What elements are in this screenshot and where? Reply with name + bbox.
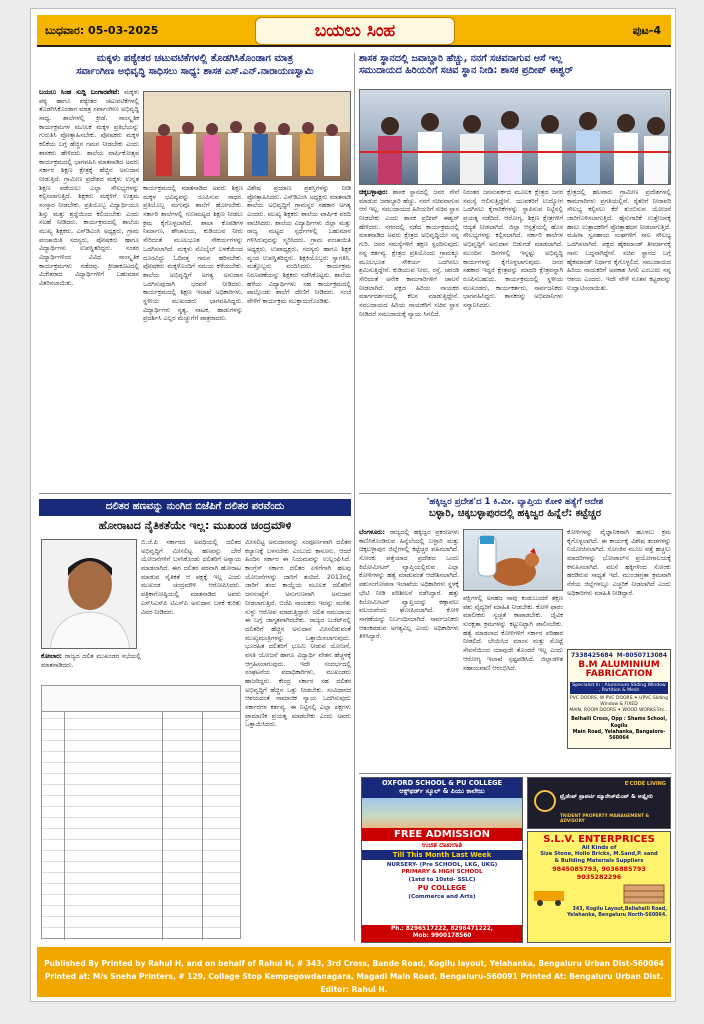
issue-date: ಬುಧವಾರ: 05-03-2025 xyxy=(45,24,159,37)
story2-column1: ಚಿಕ್ಕಬಳ್ಳಾಪುರ: ಶಾಸಕ ಸ್ಥಾನದಲ್ಲಿ ಜನರ ಸೇವೆ ಮಾಡುವ ಜವಾಬ್ದಾರಿ ಹೆಚ್ಚು. ನನಗೆ ಸಚಿವನಾಗುವ ಆಸೆ ಇಲ್ಲ. ಸಮುದಾಯದ ಹಿರಿಯರಿಗೆ ಸಚಿವ ಸ್ಥಾನ ನೀಡಬೇಕು ಎಂದು ಶಾಸಕ ಪ್ರದೀಪ್ ಈಶ್ವರ್ ಹೇಳಿದರು. ನಗರದಲ್ಲಿ ನಡೆದ ಕಾರ್ಯಕ್ರಮದಲ್ಲಿ ಮಾತನಾಡಿದ ಅವರು ಕ್ಷೇತ್ರದ ಅಭಿವೃದ್ಧಿಯೇ ನನ್ನ ಗುರಿ. ಜನರ ಸಮಸ್ಯೆಗಳಿಗೆ ತಕ್ಷಣ ಸ್ಪಂದಿಸುವುದು ನನ್ನ ಕರ್ತವ್ಯ. ಕ್ಷೇತ್ರದ ಪ್ರತಿಯೊಂದು ಗ್ರಾಮಕ್ಕೂ ಮೂಲಭೂತ ಸೌಕರ್ಯ ಒದಗಿಸಲು ಶ್ರಮಿಸುತ್ತಿದ್ದೇನೆ. ಕುಡಿಯುವ ನೀರು, ರಸ್ತೆ, ಚರಂಡಿ ಸೇರಿದಂತೆ ಅನೇಕ ಕಾಮಗಾರಿಗಳಿಗೆ ಚಾಲನೆ ನೀಡಲಾಗಿದೆ. ಪಕ್ಷದ ಹಿರಿಯ ನಾಯಕರ ಮಾರ್ಗದರ್ಶನದಲ್ಲಿ ಕೆಲಸ ಮಾಡುತ್ತಿದ್ದೇನೆ. ಸಮುದಾಯದ ಹಿರಿಯ ನಾಯಕರಿಗೆ ಸಚಿವ ಸ್ಥಾನ ನೀಡಿದರೆ ಸಮುದಾಯಕ್ಕೆ ನ್ಯಾಯ ಸಿಗಲಿದೆ. xyxy=(359,189,459,318)
slv-items-line1: Size Stone, Hollo Bricks, M.Sand,P. sand xyxy=(540,851,658,857)
ad-title-line2: FABRICATION xyxy=(585,669,653,680)
ad-phone-right: M-8050713084 xyxy=(616,652,667,659)
oxford-title-en: OXFORD SCHOOL & PU COLLEGE xyxy=(381,779,503,787)
oxford-title-kn: ಆಕ್ಸ್‌ಫರ್ಡ್ ಸ್ಕೂಲ್ & ಪಿಯು ಕಾಲೇಜು xyxy=(399,786,485,795)
story1-column2: ಕಾರ್ಯಕ್ರಮದಲ್ಲಿ ಮಾತನಾಡಿದ ಅವರು ಶಿಕ್ಷಣ ಮಕ್ಕಳ ಭವಿಷ್ಯವನ್ನು ರೂಪಿಸುವ ಸಾಧನ. ಪ್ರತಿಯೊಬ್ಬ ಮಗುವೂ ಶಾಲೆಗೆ ಹೋಗಬೇಕು. ಸರ್ಕಾರಿ ಶಾಲೆಗಳಲ್ಲಿ ಗುಣಮಟ್ಟದ ಶಿಕ್ಷಣ ನೀಡಲು ಕ್ರಮ ಕೈಗೊಳ್ಳಲಾಗಿದೆ. ಶಾಲಾ ಕೊಠಡಿಗಳ ನಿರ್ಮಾಣ, ಶೌಚಾಲಯ, ಕುಡಿಯುವ ನೀರು ಸೇರಿದಂತೆ ಮೂಲಭೂತ ಸೌಕರ್ಯಗಳನ್ನು ಒದಗಿಸಲಾಗಿದೆ. ಮಕ್ಕಳು ಮೊಬೈಲ್ ಬಳಕೆಯಿಂದ ದೂರವಿದ್ದು ಓದಿನತ್ತ ಗಮನ ಹರಿಸಬೇಕು. ಪೋಷಕರು ಮಕ್ಕಳೊಂದಿಗೆ ಸಮಯ ಕಳೆಯಬೇಕು. ಶಾಲೆಯ ಅಭಿವೃದ್ಧಿಗೆ ಅಗತ್ಯ ಅನುದಾನ ಒದಗಿಸುವುದಾಗಿ ಭರವಸೆ ನೀಡಿದರು. ಕಾರ್ಯಕ್ರಮದಲ್ಲಿ ಶಿಕ್ಷಣ ಇಲಾಖೆ ಅಧಿಕಾರಿಗಳು, ಸ್ಥಳೀಯ ಮುಖಂಡರು ಭಾಗವಹಿಸಿದ್ದರು. ವಿದ್ಯಾರ್ಥಿಗಳು ನೃತ್ಯ, ನಾಟಕ, ಹಾಡುಗಳನ್ನು ಪ್ರದರ್ಶಿಸಿ ಎಲ್ಲರ ಮೆಚ್ಚುಗೆಗೆ ಪಾತ್ರರಾದರು. xyxy=(143,185,243,323)
oxford-pu-sub: (Commerce and Arts) xyxy=(408,893,476,900)
ad-title-line1: B.M ALUMINIUM xyxy=(578,660,660,670)
trident-logo-icon xyxy=(534,790,556,812)
ribbon-cutting-image xyxy=(360,90,671,185)
slv-items-line2: & Building Materials Suppliers xyxy=(554,857,644,864)
story4-headline-line1: ದಲಿತರ ಹಣವನ್ನು ನುಂಗಿದ ಬಿಜೆಪಿಗೆ ದಲಿತರ ಪರವೆಂದು xyxy=(39,499,351,516)
oxford-phones: Ph.: 8296517222, 8296471222, xyxy=(390,925,493,932)
story3-dateline: ಬೆಂಗಳೂರು: xyxy=(359,529,386,536)
oxford-mobile: Mob: 9900178560 xyxy=(412,933,472,940)
story4-headline xyxy=(39,499,351,532)
trident-name: ಟ್ರೈಡೆಂಟ್ ಪ್ರಾಪರ್ಟಿ ಮ್ಯಾನೇಜ್‌ಮೆಂಟ್ & ಅಡ್ವೈಸರಿ xyxy=(560,794,653,800)
oxford-free-admission: FREE ADMISSION xyxy=(362,828,522,841)
ad-slv-enterprises xyxy=(527,831,671,943)
story4-headline-line2: ಹೋರಾಟದ ನೈತಿಕತೆಯೇ ಇಲ್ಲ: ಮುಖಂಡ ಚಂದ್ರಮೌಳಿ xyxy=(98,518,292,532)
story2-column3: ಕ್ಷೇತ್ರದಲ್ಲಿ ಹಲವಾರು ಗ್ರಾಮೀಣ ಪ್ರದೇಶಗಳಲ್ಲಿ ಕಾಮಗಾರಿಗಳು ಪ್ರಗತಿಯಲ್ಲಿವೆ. ರೈತರಿಗೆ ನೀರಾವರಿ ಸೌಲಭ್ಯ ಕಲ್ಪಿಸಲು ಕೆರೆ ತುಂಬಿಸುವ ಯೋಜನೆ ಜಾರಿಗೊಳಿಸಲಾಗುತ್ತಿದೆ. ಹೈನುಗಾರಿಕೆ ಉತ್ತೇಜನಕ್ಕೆ ಹಾಲು ಉತ್ಪಾದಕರಿಗೆ ಪ್ರೋತ್ಸಾಹಧನ ನೀಡಲಾಗುತ್ತಿದೆ. ಮಹಿಳಾ ಸ್ವಸಹಾಯ ಸಂಘಗಳಿಗೆ ಸಾಲ ಸೌಲಭ್ಯ ಒದಗಿಸಲಾಗಿದೆ. ಪಕ್ಷದ ಹೈಕಮಾಂಡ್ ತೀರ್ಮಾನಕ್ಕೆ ನಾನು ಬದ್ಧನಾಗಿದ್ದೇನೆ. ಸಚಿವ ಸ್ಥಾನದ ಬಗ್ಗೆ ಹೈಕಮಾಂಡ್ ನಿರ್ಧಾರ ಕೈಗೊಳ್ಳಲಿದೆ. ಸಮುದಾಯದ ಹಿರಿಯ ನಾಯಕರಿಗೆ ಅವಕಾಶ ಸಿಗಲಿ ಎಂಬುದು ನನ್ನ ಆಶಯ ಎಂದರು. ಇದೇ ವೇಳೆ ನೂತನ ಕಟ್ಟಡವನ್ನು ಉದ್ಘಾಟಿಸಲಾಯಿತು. xyxy=(567,189,671,292)
story3-headline-line2: ಬಳ್ಳಾರಿ, ಚಿಕ್ಕಬಳ್ಳಾಪುರದಲ್ಲಿ ಹಕ್ಕಿಜ್ವರ ಹಿನ್ನೆಲೆ: ಕಟ್ಟೆಚ್ಚರ xyxy=(428,507,602,519)
oxford-till: Till This Month Last Week xyxy=(362,850,522,860)
story2-photo xyxy=(359,89,671,185)
slv-all-kinds: All Kinds of xyxy=(581,845,617,851)
story3-column2: ಪಕ್ಷಿಗಳಲ್ಲಿ ಅಸಹಜ ಸಾವು ಕಂಡುಬಂದರೆ ತಕ್ಷಣ ಪಶು ವೈದ್ಯರಿಗೆ ಮಾಹಿತಿ ನೀಡಬೇಕು. ಕೋಳಿ ಫಾರಂ ಮಾಲೀಕರು ಸ್ವಚ್ಛತೆ ಕಾಪಾಡಬೇಕು. ಜೈವಿಕ ಸುರಕ್ಷತಾ ಕ್ರಮಗಳನ್ನು ಕಟ್ಟುನಿಟ್ಟಾಗಿ ಪಾಲಿಸಬೇಕು. ಹತ್ಯೆ ಮಾಡಲಾದ ಕೋಳಿಗಳಿಗೆ ಸರ್ಕಾರ ಪರಿಹಾರ ನೀಡಲಿದೆ. ಬೇಯಿಸಿದ ಮಾಂಸ ಮತ್ತು ಮೊಟ್ಟೆ ಸೇವನೆಯಿಂದ ಯಾವುದೇ ತೊಂದರೆ ಇಲ್ಲ ಎಂದು ಆರೋಗ್ಯ ಇಲಾಖೆ ಸ್ಪಷ್ಟಪಡಿಸಿದೆ. ಜಿಲ್ಲಾಡಳಿತ ಸಹಾಯವಾಣಿ ಆರಂಭಿಸಿದೆ. xyxy=(463,595,563,672)
story1-dateline: ಬಯಲು ಸಿಂಹ ಸುದ್ದಿ ಬಂಗಾರಪೇಟೆ: xyxy=(39,89,120,96)
story2-headline-line1: ಶಾಸಕ ಸ್ಥಾನದಲ್ಲಿ ಜವಾಬ್ದಾರಿ ಹೆಚ್ಚು, ನನಗೆ ಸಚಿವನಾಗುವ ಆಸೆ ಇಲ್ಲ xyxy=(359,53,563,64)
footer-line1: Published By Printed by Rahul H, and on behalf of Rahul H, # 343, 3rd Cross, Bande Road, Kogilu layout, Yelahanka, Bengaluru Urban Dist-560064 xyxy=(44,959,664,968)
trident-tag: E'CODE LIVING xyxy=(624,781,666,787)
page-number: ಪುಟ-4 xyxy=(632,24,661,37)
newspaper-title: ಬಯಲು ಸಿಂಹ xyxy=(255,17,455,45)
slv-title: S.L.V. ENTERPRICES xyxy=(543,834,655,845)
story2-headline xyxy=(359,53,671,77)
notice-table-image xyxy=(41,685,241,939)
ad-oxford-school xyxy=(361,777,523,943)
story-separator xyxy=(39,493,351,494)
story3-column3: ಕೋಳಿಗಳನ್ನು ವೈಜ್ಞಾನಿಕವಾಗಿ ಹೂಳಲು ಕ್ರಮ ಕೈಗೊಳ್ಳಲಾಗಿದೆ. ಈ ಕಾರ್ಯಕ್ಕೆ ವಿಶೇಷ ತಂಡಗಳನ್ನು ನಿಯೋಜಿಸಲಾಗಿದೆ. ಸೋಂಕಿನ ಮೂಲ ಪತ್ತೆ ಹಚ್ಚಲು ಮಾದರಿಗಳನ್ನು ಭೋಪಾಲ್‌ನ ಪ್ರಯೋಗಾಲಯಕ್ಕೆ ಕಳುಹಿಸಲಾಗಿದೆ. ವಲಸೆ ಹಕ್ಕಿಗಳಿಂದ ಸೋಂಕು ಹರಡಿರುವ ಸಾಧ್ಯತೆ ಇದೆ. ಮುಂಜಾಗ್ರತಾ ಕ್ರಮವಾಗಿ ನೆರೆಯ ಜಿಲ್ಲೆಗಳಲ್ಲೂ ಎಚ್ಚರಿಕೆ ನೀಡಲಾಗಿದೆ ಎಂದು ಅಧಿಕಾರಿಗಳು ಮಾಹಿತಿ ನೀಡಿದ್ದಾರೆ. xyxy=(567,529,671,597)
story3-headline-line1: 'ಹಕ್ಕಿಜ್ವರ ಪ್ರದೇಶ'ದ 1 ಕಿ.ಮೀ. ವ್ಯಾಪ್ತಿಯ ಕೋಳಿ ಹತ್ಯೆಗೆ ಆದೇಶ xyxy=(426,497,604,507)
masthead xyxy=(37,15,671,47)
oxford-nursery: NURSERY- (Pre SCHOOL, LKG, UKG) xyxy=(386,861,498,868)
oxford-pu: PU COLLEGE xyxy=(417,884,467,893)
slv-phones: 9845085793, 9036885793 xyxy=(552,865,646,873)
portrait-image xyxy=(42,540,137,649)
story1-photo xyxy=(143,91,351,181)
story1-headline-line2: ಸರ್ವಾಂಗೀಣ ಅಭಿವೃದ್ಧಿ ಸಾಧಿಸಲು ಸಾಧ್ಯ: ಶಾಸಕ ಎಸ್.ಎನ್.ನಾರಾಯಣಸ್ವಾಮಿ xyxy=(76,65,314,77)
story-separator xyxy=(359,493,671,494)
footer-line2: Printed at: M/s Sneha Printers, # 129, Collage Stop Kempegowdanagara, Magadi Main Road, Bengaluru-560091 Printed At: Bengaluru Urban Dist. Editor: Rahul H. xyxy=(44,972,664,994)
story1-headline xyxy=(39,53,351,77)
story4-column2: ಮೀಸಲಿಟ್ಟ ಅನುದಾನವನ್ನು ಸಂಪೂರ್ಣವಾಗಿ ದಲಿತರ ಕಲ್ಯಾಣಕ್ಕೆ ಬಳಸಬೇಕು ಎಂಬುದು ಕಾನೂನು. ಆದರೆ ಹಿಂದಿನ ಸರ್ಕಾರ ಈ ನಿಯಮವನ್ನು ಉಲ್ಲಂಘಿಸಿದೆ. ಕಾಂಗ್ರೆಸ್ ಸರ್ಕಾರ ದಲಿತರ ಏಳಿಗೆಗಾಗಿ ಹಲವು ಯೋಜನೆಗಳನ್ನು ಜಾರಿಗೆ ತಂದಿದೆ. 2013ರಲ್ಲಿ ಜಾರಿಗೆ ತಂದ ಕಾಯ್ದೆಯ ಮೂಲಕ ದಲಿತರಿಗೆ ಜನಸಂಖ್ಯೆಗೆ ಅನುಗುಣವಾಗಿ ಅನುದಾನ ನೀಡಲಾಗುತ್ತಿದೆ. ಬಿಜೆಪಿ ನಾಯಕರು ಇದನ್ನು ಮರೆತು ಸುಳ್ಳು ಆರೋಪ ಮಾಡುತ್ತಿದ್ದಾರೆ. ದಲಿತ ಸಮುದಾಯ ಈ ಬಗ್ಗೆ ಜಾಗೃತವಾಗಿರಬೇಕು. ರಾಜ್ಯದ ಬಜೆಟ್‌ನಲ್ಲಿ ದಲಿತರಿಗೆ ಹೆಚ್ಚಿನ ಅನುದಾನ ಮೀಸಲಿಡುವಂತೆ ಮುಖ್ಯಮಂತ್ರಿಗಳನ್ನು ಒತ್ತಾಯಿಸಲಾಗುವುದು. ಭೂರಹಿತ ದಲಿತರಿಗೆ ಭೂಮಿ ನೀಡುವ ಯೋಜನೆ, ವಸತಿ ಯೋಜನೆ ಹಾಗೂ ವಿದ್ಯಾರ್ಥಿ ವೇತನ ಹೆಚ್ಚಳಕ್ಕೆ ಆಗ್ರಹಿಸಲಾಗುವುದು. ಇದೇ ಸಂದರ್ಭದಲ್ಲಿ ಸಂಘಟನೆಯ ಪದಾಧಿಕಾರಿಗಳು, ಮುಖಂಡರು ಹಾಜರಿದ್ದರು. ಕೇಂದ್ರ ಸರ್ಕಾರ ಸಹ ದಲಿತರ ಅಭಿವೃದ್ಧಿಗೆ ಹೆಚ್ಚಿನ ಒತ್ತು ನೀಡಬೇಕು. ಸಂವಿಧಾನದ ಆಶಯದಂತೆ ಸಾಮಾಜಿಕ ನ್ಯಾಯ ಒದಗಿಸುವುದು ಸರ್ಕಾರಗಳ ಕರ್ತವ್ಯ. ಈ ನಿಟ್ಟಿನಲ್ಲಿ ಎಲ್ಲಾ ಪಕ್ಷಗಳು ಪ್ರಾಮಾಣಿಕ ಪ್ರಯತ್ನ ಮಾಡಬೇಕು ಎಂದು ಅವರು ಒತ್ತಾಯಿಸಿದರು. xyxy=(245,539,351,729)
story4-column1: ಬಿ.ಜೆ.ಪಿ ಸರ್ಕಾರದ ಅವಧಿಯಲ್ಲಿ ದಲಿತರ ಅಭಿವೃದ್ಧಿಗೆ ಮೀಸಲಿಟ್ಟ ಹಣವನ್ನು ಬೇರೆ ಯೋಜನೆಗಳಿಗೆ ಬಳಸಿಕೊಂಡು ದಲಿತರಿಗೆ ಅನ್ಯಾಯ ಮಾಡಲಾಗಿದೆ. ಈಗ ದಲಿತರ ಪರವಾಗಿ ಹೋರಾಟ ಮಾಡುವ ನೈತಿಕತೆ ಆ ಪಕ್ಷಕ್ಕೆ ಇಲ್ಲ ಎಂದು ಮುಖಂಡ ಚಂದ್ರಮೌಳಿ ಆರೋಪಿಸಿದರು. ಪತ್ರಿಕಾಗೋಷ್ಠಿಯಲ್ಲಿ ಮಾತನಾಡಿದ ಅವರು ಎಸ್‌ಸಿಎಸ್‌ಪಿ ಟಿಎಸ್‌ಪಿ ಅನುದಾನ ಬಳಕೆ ಕುರಿತು ವಿವರ ನೀಡಿದರು. xyxy=(141,539,241,616)
chandramouli-portrait xyxy=(41,539,137,649)
construction-vehicles-icon xyxy=(528,881,671,907)
story3-headline xyxy=(359,497,671,520)
oxford-free-admission-kn: ಉಚಿತ ದಾಖಲಾತಿ xyxy=(421,840,463,849)
oxford-primary: PRIMARY & HIGH SCHOOL xyxy=(401,869,483,876)
ad-trident xyxy=(527,777,671,829)
story2-dateline: ಚಿಕ್ಕಬಳ್ಳಾಪುರ: xyxy=(359,189,388,196)
oxford-building-image xyxy=(362,798,522,828)
ad-address-line1: Belhalli Cross, Opp : Shams School, Kogilu xyxy=(571,717,667,729)
story3-column1: ಬೆಂಗಳೂರು: ರಾಜ್ಯದಲ್ಲಿ ಹಕ್ಕಿಜ್ವರ ಪ್ರಕರಣಗಳು ಕಾಣಿಸಿಕೊಂಡಿರುವ ಹಿನ್ನೆಲೆಯಲ್ಲಿ ಬಳ್ಳಾರಿ ಮತ್ತು ಚಿಕ್ಕಬಳ್ಳಾಪುರ ಜಿಲ್ಲೆಗಳಲ್ಲಿ ಕಟ್ಟೆಚ್ಚರ ವಹಿಸಲಾಗಿದೆ. ಸೋಂಕು ಪತ್ತೆಯಾದ ಪ್ರದೇಶದ ಒಂದು ಕಿಲೋಮೀಟರ್ ವ್ಯಾಪ್ತಿಯಲ್ಲಿರುವ ಎಲ್ಲಾ ಕೋಳಿಗಳನ್ನು ಹತ್ಯೆ ಮಾಡುವಂತೆ ಆದೇಶಿಸಲಾಗಿದೆ. ಪಶುಸಂಗೋಪನಾ ಇಲಾಖೆಯ ಅಧಿಕಾರಿಗಳು ಸ್ಥಳಕ್ಕೆ ಭೇಟಿ ನೀಡಿ ಪರಿಶೀಲನೆ ನಡೆಸಿದ್ದಾರೆ. ಹತ್ತು ಕಿಲೋಮೀಟರ್ ವ್ಯಾಪ್ತಿಯನ್ನು ಕಣ್ಗಾವಲು ವಲಯವೆಂದು ಘೋಷಿಸಲಾಗಿದೆ. ಕೋಳಿ ಸಾಗಣೆಯನ್ನು ನಿರ್ಬಂಧಿಸಲಾಗಿದೆ. ಸಾರ್ವಜನಿಕರು ಆತಂಕಪಡುವ ಅಗತ್ಯವಿಲ್ಲ ಎಂದು ಅಧಿಕಾರಿಗಳು ತಿಳಿಸಿದ್ದಾರೆ. xyxy=(359,529,459,641)
story4-dateline: ಕೋಲಾರ: xyxy=(41,653,63,660)
story1-headline-line1: ಮಕ್ಕಳು ಪಠ್ಯೇತರ ಚಟುವಟಿಕೆಗಳಲ್ಲಿ ತೊಡಗಿಸಿಕೊಂಡಾಗ ಮಾತ್ರ xyxy=(96,53,294,64)
story3-photo xyxy=(463,529,563,591)
ad-bm-aluminium xyxy=(567,649,671,749)
trident-name-en: TRIDENT PROPERTY MANAGEMENT & ADVISORY xyxy=(560,814,650,824)
group-photo-image xyxy=(144,92,351,181)
story4-caption: ಕೋಲಾರ: ರಾಜ್ಯದ ದಲಿತ ಮುಖಂಡರ ಸಭೆಯಲ್ಲಿ ಮಾತನಾಡಿದರು. xyxy=(41,653,141,669)
story2-headline-line2: ಸಮುದಾಯದ ಹಿರಿಯರಿಗೆ ಸಚಿವ ಸ್ಥಾನ ನೀಡಿ: ಶಾಸಕ ಪ್ರದೀಪ್ ಈಶ್ವರ್ xyxy=(359,64,573,76)
ad-phone-left: 7338425684 xyxy=(571,652,613,659)
slv-address-line2: Yelahanka, Bengaluru North-560064. xyxy=(567,912,667,918)
oxford-primary-sub: (1std to 10std- SSLC) xyxy=(408,876,476,883)
column-divider xyxy=(354,53,355,941)
chicken-inspection-image xyxy=(464,530,563,591)
story1-column3: ವಿಶೇಷ ಪ್ರಯಾಣ ಪ್ರಶಸ್ತಿಗಳನ್ನು ನೀಡಿ ಪ್ರೋತ್ಸಾಹಿಸಿದರು. ಎಸ್‌ಡಿಎಂಸಿ ಅಧ್ಯಕ್ಷರು ಮಾತನಾಡಿ ಶಾಲೆಯ ಅಭಿವೃದ್ಧಿಗೆ ಗ್ರಾಮಸ್ಥರ ಸಹಕಾರ ಅಗತ್ಯ ಎಂದರು. ಮುಖ್ಯ ಶಿಕ್ಷಕರು ಶಾಲೆಯ ವಾರ್ಷಿಕ ವರದಿ ವಾಚಿಸಿದರು. ಶಾಲೆಯ ವಿದ್ಯಾರ್ಥಿಗಳು ಜಿಲ್ಲಾ ಮತ್ತು ರಾಜ್ಯ ಮಟ್ಟದ ಸ್ಪರ್ಧೆಗಳಲ್ಲಿ ಬಹುಮಾನ ಗಳಿಸಿರುವುದನ್ನು ಸ್ಮರಿಸಿದರು. ಗ್ರಾಮ ಪಂಚಾಯಿತಿ ಅಧ್ಯಕ್ಷರು, ಉಪಾಧ್ಯಕ್ಷರು, ಸದಸ್ಯರು ಹಾಗೂ ಶಿಕ್ಷಕ ವೃಂದ ಉಪಸ್ಥಿತರಿದ್ದರು. ಶಿಕ್ಷಕಿಯೊಬ್ಬರು ಸ್ವಾಗತಿಸಿ, ಮತ್ತೊಬ್ಬರು ವಂದಿಸಿದರು. ಕಾರ್ಯಕ್ರಮ ನಿರೂಪಣೆಯನ್ನು ಶಿಕ್ಷಕರು ನಡೆಸಿಕೊಟ್ಟರು. ಶಾಲೆಯ ಹಳೆಯ ವಿದ್ಯಾರ್ಥಿಗಳು ಸಹ ಕಾರ್ಯಕ್ರಮದಲ್ಲಿ ಪಾಲ್ಗೊಂಡು ಶಾಲೆಗೆ ದೇಣಿಗೆ ನೀಡಿದರು. ಸಂಜೆ ವೇಳೆಗೆ ಕಾರ್ಯಕ್ರಮ ಮುಕ್ತಾಯಗೊಂಡಿತು. xyxy=(247,185,351,305)
slv-phone2: 9035282296 xyxy=(576,873,622,881)
newspaper-page xyxy=(30,8,676,1002)
ad-address-line2: Main Road, Yelahanka, Bangalore-560064 xyxy=(572,729,666,742)
ads-separator xyxy=(359,773,671,774)
imprint-footer xyxy=(37,947,671,997)
slv-address-line1: 343, Kogilu Layout,Bellahalli Road, xyxy=(572,907,667,912)
story2-column2: ನಿರಂತರ ಜನಸಂಪರ್ಕದ ಮೂಲಕ ಕ್ಷೇತ್ರದ ಜನರ ಸಮಸ್ಯೆ ಆಲಿಸುತ್ತಿದ್ದೇನೆ. ಯುವಕರಿಗೆ ಉದ್ಯೋಗ ಒದಗಿಸಲು ಕೈಗಾರಿಕೆಗಳನ್ನು ಸ್ಥಾಪಿಸುವ ನಿಟ್ಟಿನಲ್ಲಿ ಪ್ರಯತ್ನ ನಡೆದಿದೆ. ಆರೋಗ್ಯ, ಶಿಕ್ಷಣ ಕ್ಷೇತ್ರಗಳಿಗೆ ಆದ್ಯತೆ ನೀಡಲಾಗಿದೆ. ಜಿಲ್ಲಾ ಆಸ್ಪತ್ರೆಯಲ್ಲಿ ಹೊಸ ಸೌಲಭ್ಯಗಳನ್ನು ಕಲ್ಪಿಸಲಾಗಿದೆ. ಸರ್ಕಾರಿ ಶಾಲೆಗಳ ಅಭಿವೃದ್ಧಿಗೆ ಅನುದಾನ ಬಿಡುಗಡೆ ಮಾಡಲಾಗಿದೆ. ಮುಂದಿನ ದಿನಗಳಲ್ಲಿ ಇನ್ನಷ್ಟು ಅಭಿವೃದ್ಧಿ ಕಾರ್ಯಗಳನ್ನು ಕೈಗೊಳ್ಳಲಾಗುವುದು. ಜನರ ಸಹಕಾರ ಇದ್ದರೆ ಕ್ಷೇತ್ರವನ್ನು ಮಾದರಿ ಕ್ಷೇತ್ರವನ್ನಾಗಿ ರೂಪಿಸಬಹುದು. ಕಾರ್ಯಕ್ರಮದಲ್ಲಿ ಸ್ಥಳೀಯ ಮುಖಂಡರು, ಕಾರ್ಯಕರ್ತರು, ಸಾರ್ವಜನಿಕರು ಭಾಗವಹಿಸಿದ್ದರು. ಶಾಸಕರನ್ನು ಅಭಿಮಾನಿಗಳು ಸನ್ಮಾನಿಸಿದರು. xyxy=(463,189,563,309)
ad-services-line2: MAIN, ROOM DOORS ✦ WOOD WORKS Etc... xyxy=(569,707,669,713)
story1-column1: ಬಯಲು ಸಿಂಹ ಸುದ್ದಿ ಬಂಗಾರಪೇಟೆ: ಮಕ್ಕಳು ಪಠ್ಯ ಹಾಗೂ ಪಠ್ಯೇತರ ಚಟುವಟಿಕೆಗಳಲ್ಲಿ ತೊಡಗಿಸಿಕೊಂಡಾಗ ಮಾತ್ರ ಸರ್ವಾಂಗೀಣ ಅಭಿವೃದ್ಧಿ ಸಾಧ್ಯ. ಶಾಲೆಗಳಲ್ಲಿ ಕ್ರೀಡೆ, ಸಾಂಸ್ಕೃತಿಕ ಕಾರ್ಯಕ್ರಮಗಳ ಮೂಲಕ ಮಕ್ಕಳ ಪ್ರತಿಭೆಯನ್ನು ಗುರುತಿಸಿ ಪ್ರೋತ್ಸಾಹಿಸಬೇಕು. ಪೋಷಕರು ಮಕ್ಕಳ ಕಲಿಕೆಯ ಬಗ್ಗೆ ಹೆಚ್ಚಿನ ಗಮನ ನೀಡಬೇಕು ಎಂದು ಶಾಸಕರು ಹೇಳಿದರು. ಶಾಲೆಯ ವಾರ್ಷಿಕೋತ್ಸವ ಕಾರ್ಯಕ್ರಮದಲ್ಲಿ ಭಾಗವಹಿಸಿ ಮಾತನಾಡಿದ ಅವರು ಸರ್ಕಾರ ಶಿಕ್ಷಣ ಕ್ಷೇತ್ರಕ್ಕೆ ಹೆಚ್ಚಿನ ಅನುದಾನ ನೀಡುತ್ತಿದೆ. ಗ್ರಾಮೀಣ ಪ್ರದೇಶದ ಮಕ್ಕಳು ಉನ್ನತ ಶಿಕ್ಷಣ ಪಡೆಯಲು ಎಲ್ಲಾ ಸೌಲಭ್ಯಗಳನ್ನು ಕಲ್ಪಿಸಲಾಗುತ್ತಿದೆ. ಶಿಕ್ಷಕರು ಮಕ್ಕಳಿಗೆ ಉತ್ತಮ ಸಂಸ್ಕಾರ ನೀಡಬೇಕು. ಪ್ರತಿಯೊಬ್ಬ ವಿದ್ಯಾರ್ಥಿಯೂ ಶಿಸ್ತು ಮತ್ತು ಶ್ರದ್ಧೆಯಿಂದ ಕಲಿಯಬೇಕು ಎಂದು ಸಲಹೆ ನೀಡಿದರು. ಕಾರ್ಯಕ್ರಮದಲ್ಲಿ ಶಾಲೆಯ ಮುಖ್ಯ ಶಿಕ್ಷಕರು, ಎಸ್‌ಡಿಎಂಸಿ ಅಧ್ಯಕ್ಷರು, ಗ್ರಾಮ ಪಂಚಾಯಿತಿ ಸದಸ್ಯರು, ಪೋಷಕರು ಹಾಗೂ ವಿದ್ಯಾರ್ಥಿಗಳು ಉಪಸ್ಥಿತರಿದ್ದರು. ನಂತರ ವಿದ್ಯಾರ್ಥಿಗಳಿಂದ ವಿವಿಧ ಸಾಂಸ್ಕೃತಿಕ ಕಾರ್ಯಕ್ರಮಗಳು ನಡೆದವು. ಕ್ರೀಡಾಕೂಟದಲ್ಲಿ ವಿಜೇತರಾದ ವಿದ್ಯಾರ್ಥಿಗಳಿಗೆ ಬಹುಮಾನ ವಿತರಿಸಲಾಯಿತು. xyxy=(39,89,139,288)
ad-services-line1: PVC DOORS, W PVC DOORS ✦ UPVC Sliding Window & FIXED xyxy=(570,695,668,707)
ad-specialist: Specialist In : Aluminium Sliding Window , Partition & Mesh xyxy=(570,682,668,694)
